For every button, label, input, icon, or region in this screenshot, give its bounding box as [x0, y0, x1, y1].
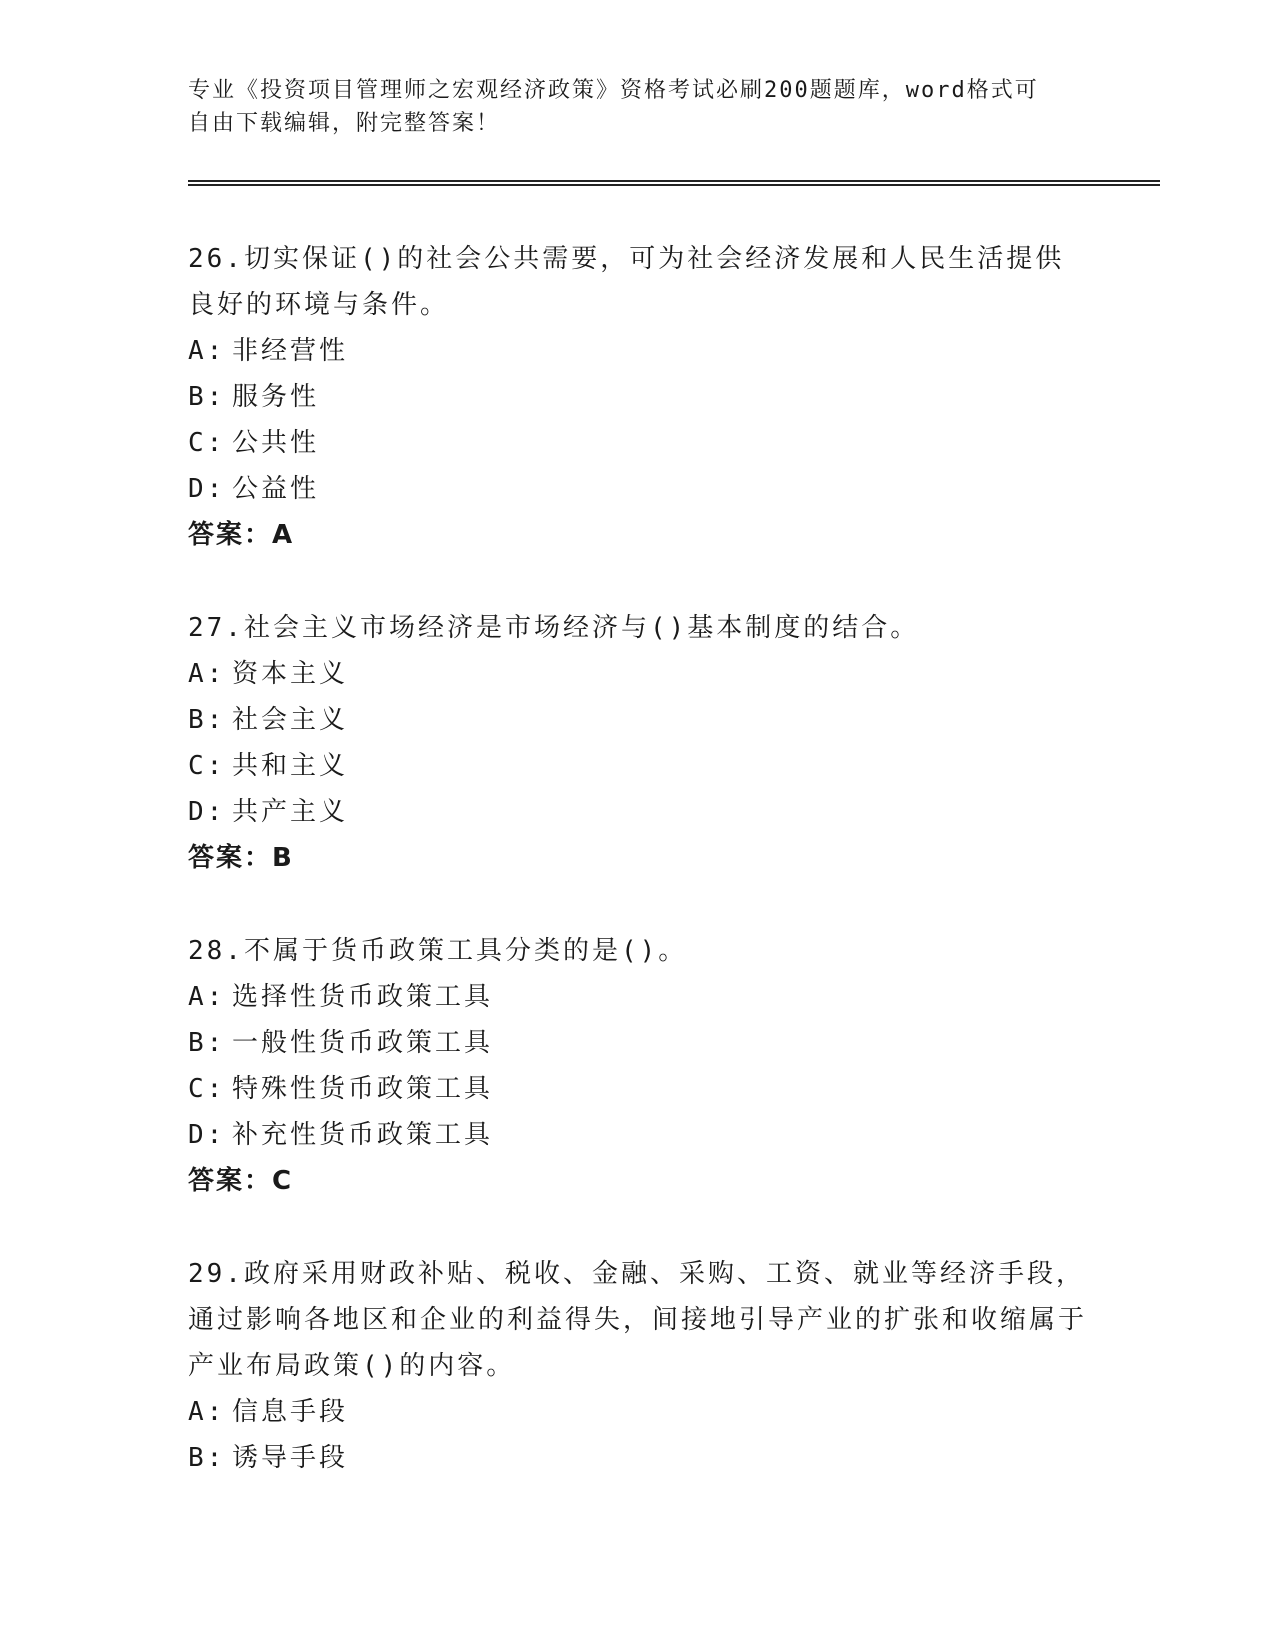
- option-key: D:: [188, 1120, 226, 1150]
- option-b: [188, 374, 1088, 420]
- option-c: [188, 1066, 1088, 1112]
- question-body: 切实保证()的社会公共需要，可为社会经济发展和人民生活提供良好的环境与条件。: [188, 244, 1065, 320]
- question-28: [188, 928, 1088, 1204]
- option-text: 选择性货币政策工具: [232, 982, 494, 1012]
- option-d: [188, 466, 1088, 512]
- question-number: 27.: [188, 613, 244, 643]
- option-b: [188, 1435, 1088, 1481]
- option-text: 公益性: [232, 474, 320, 504]
- option-c: [188, 420, 1088, 466]
- option-text: 特殊性货币政策工具: [232, 1074, 494, 1104]
- option-key: D:: [188, 797, 226, 827]
- option-key: A:: [188, 982, 226, 1012]
- question-text: [188, 1251, 1088, 1389]
- answer-label: 答案：A: [188, 520, 295, 550]
- option-d: [188, 789, 1088, 835]
- option-key: C:: [188, 428, 226, 458]
- option-key: B:: [188, 1443, 226, 1473]
- question-number: 29.: [188, 1259, 244, 1289]
- option-text: 诱导手段: [232, 1443, 349, 1473]
- option-b: [188, 697, 1088, 743]
- header-line-1: 专业《投资项目管理师之宏观经济政策》资格考试必刷200题题库，word格式可: [188, 78, 1039, 103]
- option-d: [188, 1112, 1088, 1158]
- option-text: 共和主义: [232, 751, 349, 781]
- question-27: [188, 605, 1088, 881]
- question-26: [188, 236, 1088, 558]
- question-text: [188, 236, 1088, 328]
- option-key: C:: [188, 751, 226, 781]
- option-key: B:: [188, 705, 226, 735]
- option-a: [188, 651, 1088, 697]
- option-text: 社会主义: [232, 705, 349, 735]
- option-key: D:: [188, 474, 226, 504]
- question-number: 28.: [188, 936, 244, 966]
- option-a: [188, 328, 1088, 374]
- question-body: 不属于货币政策工具分类的是()。: [243, 936, 688, 966]
- header-line-2: 自由下载编辑，附完整答案！: [188, 111, 501, 136]
- question-body: 政府采用财政补贴、税收、金融、采购、工资、就业等经济手段，通过影响各地区和企业的利益得失，间接地引导产业的扩张和收缩属于产业布局政策()的内容。: [188, 1259, 1088, 1381]
- answer-label: 答案：B: [188, 843, 294, 873]
- option-text: 资本主义: [232, 659, 349, 689]
- option-text: 共产主义: [232, 797, 349, 827]
- option-text: 服务性: [232, 382, 320, 412]
- header-divider-bottom: [188, 184, 1160, 186]
- document-header: [188, 74, 1088, 140]
- question-29: [188, 1251, 1088, 1481]
- question-text: [188, 928, 1088, 974]
- option-key: B:: [188, 1028, 226, 1058]
- option-b: [188, 1020, 1088, 1066]
- option-key: A:: [188, 659, 226, 689]
- option-text: 补充性货币政策工具: [232, 1120, 494, 1150]
- option-text: 非经营性: [232, 336, 349, 366]
- option-key: A:: [188, 336, 226, 366]
- option-text: 一般性货币政策工具: [232, 1028, 494, 1058]
- question-list: [188, 236, 1088, 1528]
- question-body: 社会主义市场经济是市场经济与()基本制度的结合。: [243, 613, 920, 643]
- question-text: [188, 605, 1088, 651]
- option-text: 信息手段: [232, 1397, 349, 1427]
- option-key: B:: [188, 382, 226, 412]
- option-c: [188, 743, 1088, 789]
- question-number: 26.: [188, 244, 244, 274]
- header-divider-top: [188, 180, 1160, 182]
- option-a: [188, 1389, 1088, 1435]
- option-key: C:: [188, 1074, 226, 1104]
- option-text: 公共性: [232, 428, 320, 458]
- option-key: A:: [188, 1397, 226, 1427]
- answer-label: 答案：C: [188, 1166, 294, 1196]
- option-a: [188, 974, 1088, 1020]
